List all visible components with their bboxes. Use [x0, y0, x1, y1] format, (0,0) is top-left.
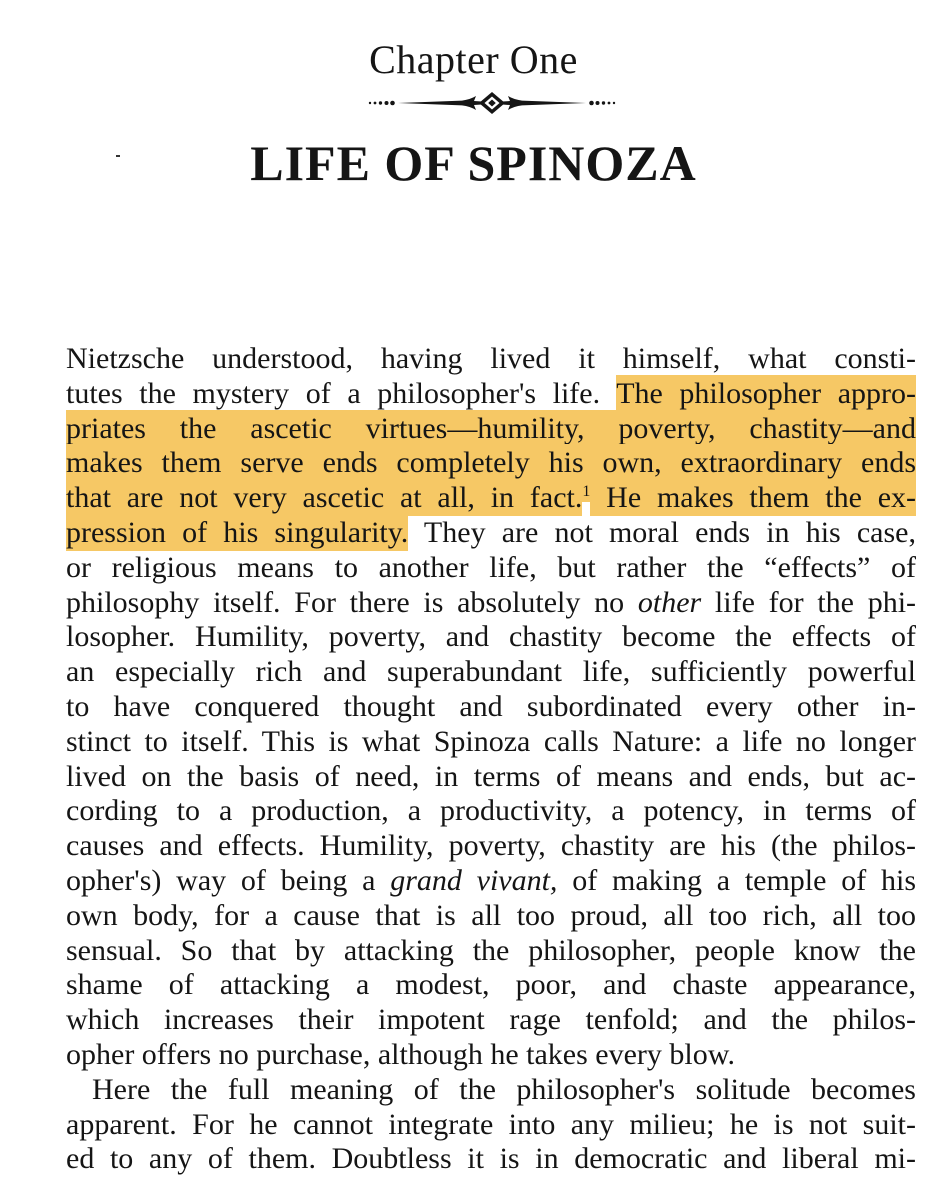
text-line: to have conquered thought and subordinated every other in- — [66, 689, 916, 723]
text-line: causes and effects. Humility, poverty, chastity are his (the philos- — [66, 829, 916, 863]
italic-text: other — [637, 585, 702, 619]
text-line: losopher. Humility, poverty, and chastity become the effects of — [66, 620, 916, 654]
text-line: own body, for a cause that is all too proud, all too rich, all too — [66, 898, 916, 932]
text-line: opher's) way of being a grand vivant, of making a temple of his — [66, 863, 917, 897]
text-line: which increases their impotent rage tenfold; and the philos- — [66, 1003, 916, 1037]
highlighted-text: pression of his singularity. — [66, 515, 409, 549]
text-line — [66, 481, 916, 516]
chapter-label: Chapter One — [369, 37, 578, 82]
text-line: cording to a production, a productivity, a potency, in terms of — [66, 794, 916, 828]
text-line: stinct to itself. This is what Spinoza calls Nature: a life no longer — [66, 724, 916, 758]
text-line: tutes the mystery of a philosopher's life. The philosopher appro- — [66, 376, 916, 410]
text-line: pression of his singularity. They are not moral ends in his case, — [66, 515, 916, 549]
text-line: Nietzsche understood, having lived it himself, what consti- — [66, 342, 916, 375]
text-line: shame of attacking a modest, poor, and chaste appearance, — [66, 968, 916, 1002]
text-line: opher offers no purchase, although he takes every blow. — [66, 1037, 735, 1071]
highlighted-text: He makes them the ex- — [606, 481, 917, 515]
text-line: lived on the basis of need, in terms of means and ends, but ac- — [66, 759, 916, 793]
text-line — [66, 446, 916, 481]
text-line — [66, 412, 916, 447]
text-line: or religious means to another life, but rather the “effects” of — [66, 550, 916, 584]
highlighted-text: makes them serve ends completely his own, extraordinary ends — [66, 446, 916, 480]
text-line: ed to any of them. Doubtless it is in democratic and liberal mi- — [66, 1142, 916, 1176]
highlighted-text: The philosopher appro- — [616, 376, 916, 410]
fleuron-rule-icon — [366, 88, 618, 116]
footnote-marker: 1 — [582, 483, 591, 501]
text-line: sensual. So that by attacking the philosopher, people know the — [66, 933, 916, 967]
text-line: an especially rich and superabundant life, sufficiently powerful — [66, 655, 916, 689]
body-text — [66, 342, 916, 1177]
text-line: Here the full meaning of the philosopher's solitude becomes — [92, 1072, 916, 1106]
highlighted-text: priates the ascetic virtues—humility, poverty, chastity—and — [66, 411, 916, 445]
highlighted-text: that are not very ascetic at all, in fact. — [66, 481, 583, 515]
chapter-title: LIFE OF SPINOZA — [250, 135, 697, 191]
italic-text: grand vivant, — [390, 863, 558, 897]
text-line: apparent. For he cannot integrate into any milieu; he is not suit- — [66, 1107, 916, 1141]
text-line: philosophy itself. For there is absolutely no other life for the phi- — [66, 585, 917, 619]
